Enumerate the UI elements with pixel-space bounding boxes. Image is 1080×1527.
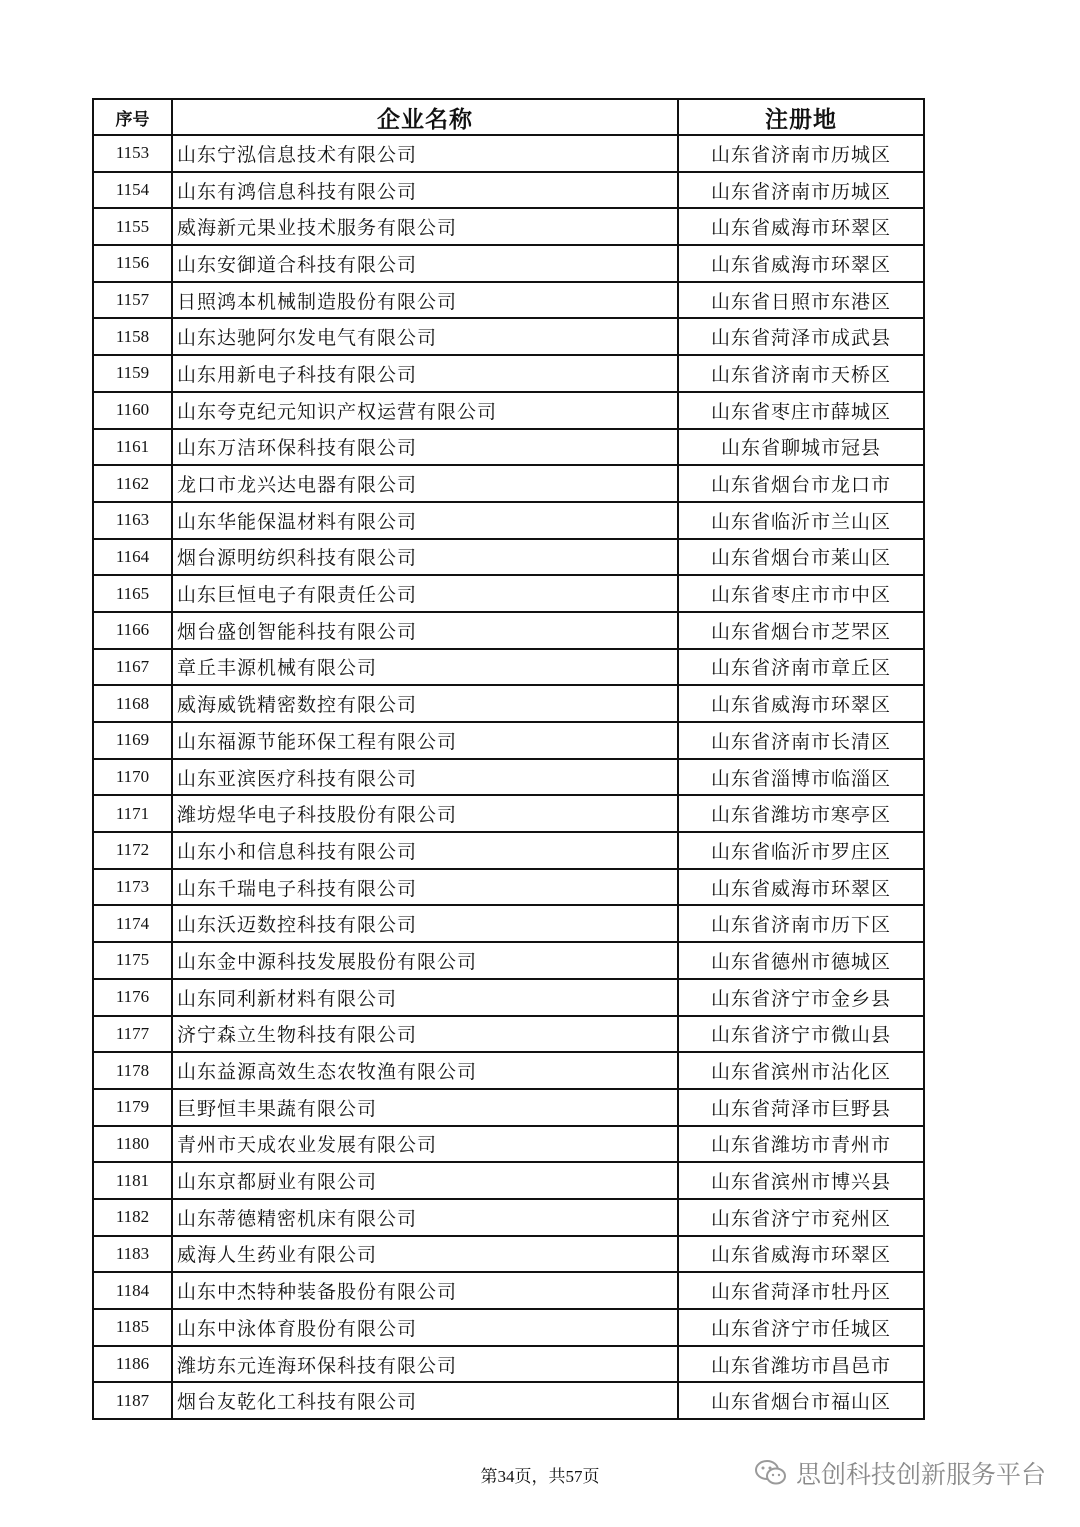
serial-number-cell: 1167: [93, 649, 172, 686]
serial-number-cell: 1157: [93, 282, 172, 319]
table-row: [93, 649, 924, 686]
table-row: [93, 502, 924, 539]
registration-place-cell: 山东省济南市长清区: [678, 722, 924, 759]
registration-place-cell: 山东省潍坊市昌邑市: [678, 1346, 924, 1383]
company-name-cell: 山东安御道合科技有限公司: [172, 245, 678, 282]
serial-number-cell: 1183: [93, 1236, 172, 1273]
registration-place-cell: 山东省威海市环翠区: [678, 245, 924, 282]
registration-place-cell: 山东省德州市德城区: [678, 942, 924, 979]
company-name-cell: 龙口市龙兴达电器有限公司: [172, 465, 678, 502]
serial-number-cell: 1174: [93, 905, 172, 942]
company-name-cell: 章丘丰源机械有限公司: [172, 649, 678, 686]
serial-number-cell: 1165: [93, 575, 172, 612]
company-name-cell: 山东有鸿信息科技有限公司: [172, 172, 678, 209]
registration-place-cell: 山东省烟台市龙口市: [678, 465, 924, 502]
company-name-cell: 济宁森立生物科技有限公司: [172, 1016, 678, 1053]
company-name-cell: 山东沃迈数控科技有限公司: [172, 905, 678, 942]
registration-place-cell: 山东省淄博市临淄区: [678, 759, 924, 796]
registration-place-cell: 山东省枣庄市市中区: [678, 575, 924, 612]
company-name-cell: 烟台盛创智能科技有限公司: [172, 612, 678, 649]
header-company-name: 企业名称: [172, 99, 678, 135]
company-name-cell: 山东小和信息科技有限公司: [172, 832, 678, 869]
company-name-cell: 威海威铣精密数控有限公司: [172, 685, 678, 722]
table-row: [93, 392, 924, 429]
serial-number-cell: 1164: [93, 539, 172, 576]
table-row: [93, 1162, 924, 1199]
company-name-cell: 威海新元果业技术服务有限公司: [172, 208, 678, 245]
registration-place-cell: 山东省济南市历城区: [678, 172, 924, 209]
registration-place-cell: 山东省济南市章丘区: [678, 649, 924, 686]
table-row: [93, 1272, 924, 1309]
registration-place-cell: 山东省烟台市福山区: [678, 1382, 924, 1419]
company-name-cell: 山东中杰特种装备股份有限公司: [172, 1272, 678, 1309]
company-name-cell: 山东宁泓信息技术有限公司: [172, 135, 678, 172]
table-row: [93, 1089, 924, 1126]
registration-place-cell: 山东省济宁市金乡县: [678, 979, 924, 1016]
serial-number-cell: 1160: [93, 392, 172, 429]
serial-number-cell: 1161: [93, 429, 172, 466]
company-name-cell: 山东亚滨医疗科技有限公司: [172, 759, 678, 796]
company-name-cell: 山东达驰阿尔发电气有限公司: [172, 318, 678, 355]
watermark-text: 思创科技创新服务平台: [795, 1460, 1046, 1489]
registration-place-cell: 山东省威海市环翠区: [678, 869, 924, 906]
serial-number-cell: 1159: [93, 355, 172, 392]
page-number: 第34页，共57页: [480, 1467, 600, 1486]
company-name-cell: 山东益源高效生态农牧渔有限公司: [172, 1052, 678, 1089]
serial-number-cell: 1166: [93, 612, 172, 649]
registration-place-cell: 山东省菏泽市牡丹区: [678, 1272, 924, 1309]
serial-number-cell: 1158: [93, 318, 172, 355]
table-row: [93, 759, 924, 796]
registration-place-cell: 山东省济宁市微山县: [678, 1016, 924, 1053]
table-row: [93, 429, 924, 466]
table-row: [93, 979, 924, 1016]
company-name-cell: 山东中泳体育股份有限公司: [172, 1309, 678, 1346]
company-name-cell: 青州市天成农业发展有限公司: [172, 1126, 678, 1163]
serial-number-cell: 1184: [93, 1272, 172, 1309]
serial-number-cell: 1178: [93, 1052, 172, 1089]
table-row: [93, 685, 924, 722]
registration-place-cell: 山东省临沂市罗庄区: [678, 832, 924, 869]
serial-number-cell: 1185: [93, 1309, 172, 1346]
registration-place-cell: 山东省济南市历城区: [678, 135, 924, 172]
serial-number-cell: 1171: [93, 795, 172, 832]
table-row: [93, 465, 924, 502]
serial-number-cell: 1180: [93, 1126, 172, 1163]
company-name-cell: 日照鸿本机械制造股份有限公司: [172, 282, 678, 319]
serial-number-cell: 1177: [93, 1016, 172, 1053]
serial-number-cell: 1186: [93, 1346, 172, 1383]
table-row: [93, 1052, 924, 1089]
registration-place-cell: 山东省威海市环翠区: [678, 208, 924, 245]
table-body: [93, 135, 924, 1419]
watermark: [754, 1455, 1046, 1491]
registration-place-cell: 山东省菏泽市巨野县: [678, 1089, 924, 1126]
company-name-cell: 山东夸克纪元知识产权运营有限公司: [172, 392, 678, 429]
table-row: [93, 245, 924, 282]
company-name-cell: 巨野恒丰果蔬有限公司: [172, 1089, 678, 1126]
table-row: [93, 795, 924, 832]
serial-number-cell: 1170: [93, 759, 172, 796]
serial-number-cell: 1169: [93, 722, 172, 759]
registration-place-cell: 山东省济南市历下区: [678, 905, 924, 942]
table-row: [93, 135, 924, 172]
table-row: [93, 172, 924, 209]
registration-place-cell: 山东省聊城市冠县: [678, 429, 924, 466]
serial-number-cell: 1181: [93, 1162, 172, 1199]
company-name-cell: 山东福源节能环保工程有限公司: [172, 722, 678, 759]
table-row: [93, 1016, 924, 1053]
registration-place-cell: 山东省临沂市兰山区: [678, 502, 924, 539]
header-serial-number: 序号: [93, 99, 172, 135]
registration-place-cell: 山东省烟台市莱山区: [678, 539, 924, 576]
company-name-cell: 山东金中源科技发展股份有限公司: [172, 942, 678, 979]
registration-place-cell: 山东省威海市环翠区: [678, 685, 924, 722]
wechat-icon: [754, 1458, 788, 1488]
table-row: [93, 905, 924, 942]
company-name-cell: 潍坊煜华电子科技股份有限公司: [172, 795, 678, 832]
table-row: [93, 318, 924, 355]
company-name-cell: 烟台友乾化工科技有限公司: [172, 1382, 678, 1419]
company-name-cell: 潍坊东元连海环保科技有限公司: [172, 1346, 678, 1383]
serial-number-cell: 1175: [93, 942, 172, 979]
company-name-cell: 山东万洁环保科技有限公司: [172, 429, 678, 466]
table-row: [93, 355, 924, 392]
table-row: [93, 1382, 924, 1419]
serial-number-cell: 1172: [93, 832, 172, 869]
table-row: [93, 942, 924, 979]
table-row: [93, 539, 924, 576]
registration-place-cell: 山东省威海市环翠区: [678, 1236, 924, 1273]
registration-place-cell: 山东省滨州市沾化区: [678, 1052, 924, 1089]
registration-place-cell: 山东省枣庄市薛城区: [678, 392, 924, 429]
serial-number-cell: 1182: [93, 1199, 172, 1236]
registration-place-cell: 山东省潍坊市青州市: [678, 1126, 924, 1163]
company-name-cell: 山东用新电子科技有限公司: [172, 355, 678, 392]
serial-number-cell: 1168: [93, 685, 172, 722]
serial-number-cell: 1162: [93, 465, 172, 502]
table-row: [93, 1199, 924, 1236]
serial-number-cell: 1187: [93, 1382, 172, 1419]
table-header-row: [93, 99, 924, 135]
company-name-cell: 山东蒂德精密机床有限公司: [172, 1199, 678, 1236]
table-row: [93, 1309, 924, 1346]
table-row: [93, 1236, 924, 1273]
company-name-cell: 威海人生药业有限公司: [172, 1236, 678, 1273]
registration-place-cell: 山东省济宁市任城区: [678, 1309, 924, 1346]
table-row: [93, 1126, 924, 1163]
company-name-cell: 山东同利新材料有限公司: [172, 979, 678, 1016]
table-row: [93, 282, 924, 319]
serial-number-cell: 1176: [93, 979, 172, 1016]
registration-place-cell: 山东省菏泽市成武县: [678, 318, 924, 355]
company-name-cell: 山东千瑞电子科技有限公司: [172, 869, 678, 906]
table-row: [93, 208, 924, 245]
serial-number-cell: 1179: [93, 1089, 172, 1126]
serial-number-cell: 1163: [93, 502, 172, 539]
table-row: [93, 1346, 924, 1383]
serial-number-cell: 1156: [93, 245, 172, 282]
registration-place-cell: 山东省烟台市芝罘区: [678, 612, 924, 649]
serial-number-cell: 1173: [93, 869, 172, 906]
serial-number-cell: 1154: [93, 172, 172, 209]
company-name-cell: 山东巨恒电子有限责任公司: [172, 575, 678, 612]
table-row: [93, 612, 924, 649]
header-registration-place: 注册地: [678, 99, 924, 135]
company-name-cell: 烟台源明纺织科技有限公司: [172, 539, 678, 576]
serial-number-cell: 1153: [93, 135, 172, 172]
serial-number-cell: 1155: [93, 208, 172, 245]
company-name-cell: 山东京都厨业有限公司: [172, 1162, 678, 1199]
table-row: [93, 832, 924, 869]
registration-place-cell: 山东省滨州市博兴县: [678, 1162, 924, 1199]
table-row: [93, 575, 924, 612]
registration-place-cell: 山东省潍坊市寒亭区: [678, 795, 924, 832]
registration-place-cell: 山东省日照市东港区: [678, 282, 924, 319]
company-name-cell: 山东华能保温材料有限公司: [172, 502, 678, 539]
table-row: [93, 869, 924, 906]
table-row: [93, 722, 924, 759]
registration-place-cell: 山东省济宁市兖州区: [678, 1199, 924, 1236]
registration-place-cell: 山东省济南市天桥区: [678, 355, 924, 392]
company-table: [92, 98, 925, 1420]
